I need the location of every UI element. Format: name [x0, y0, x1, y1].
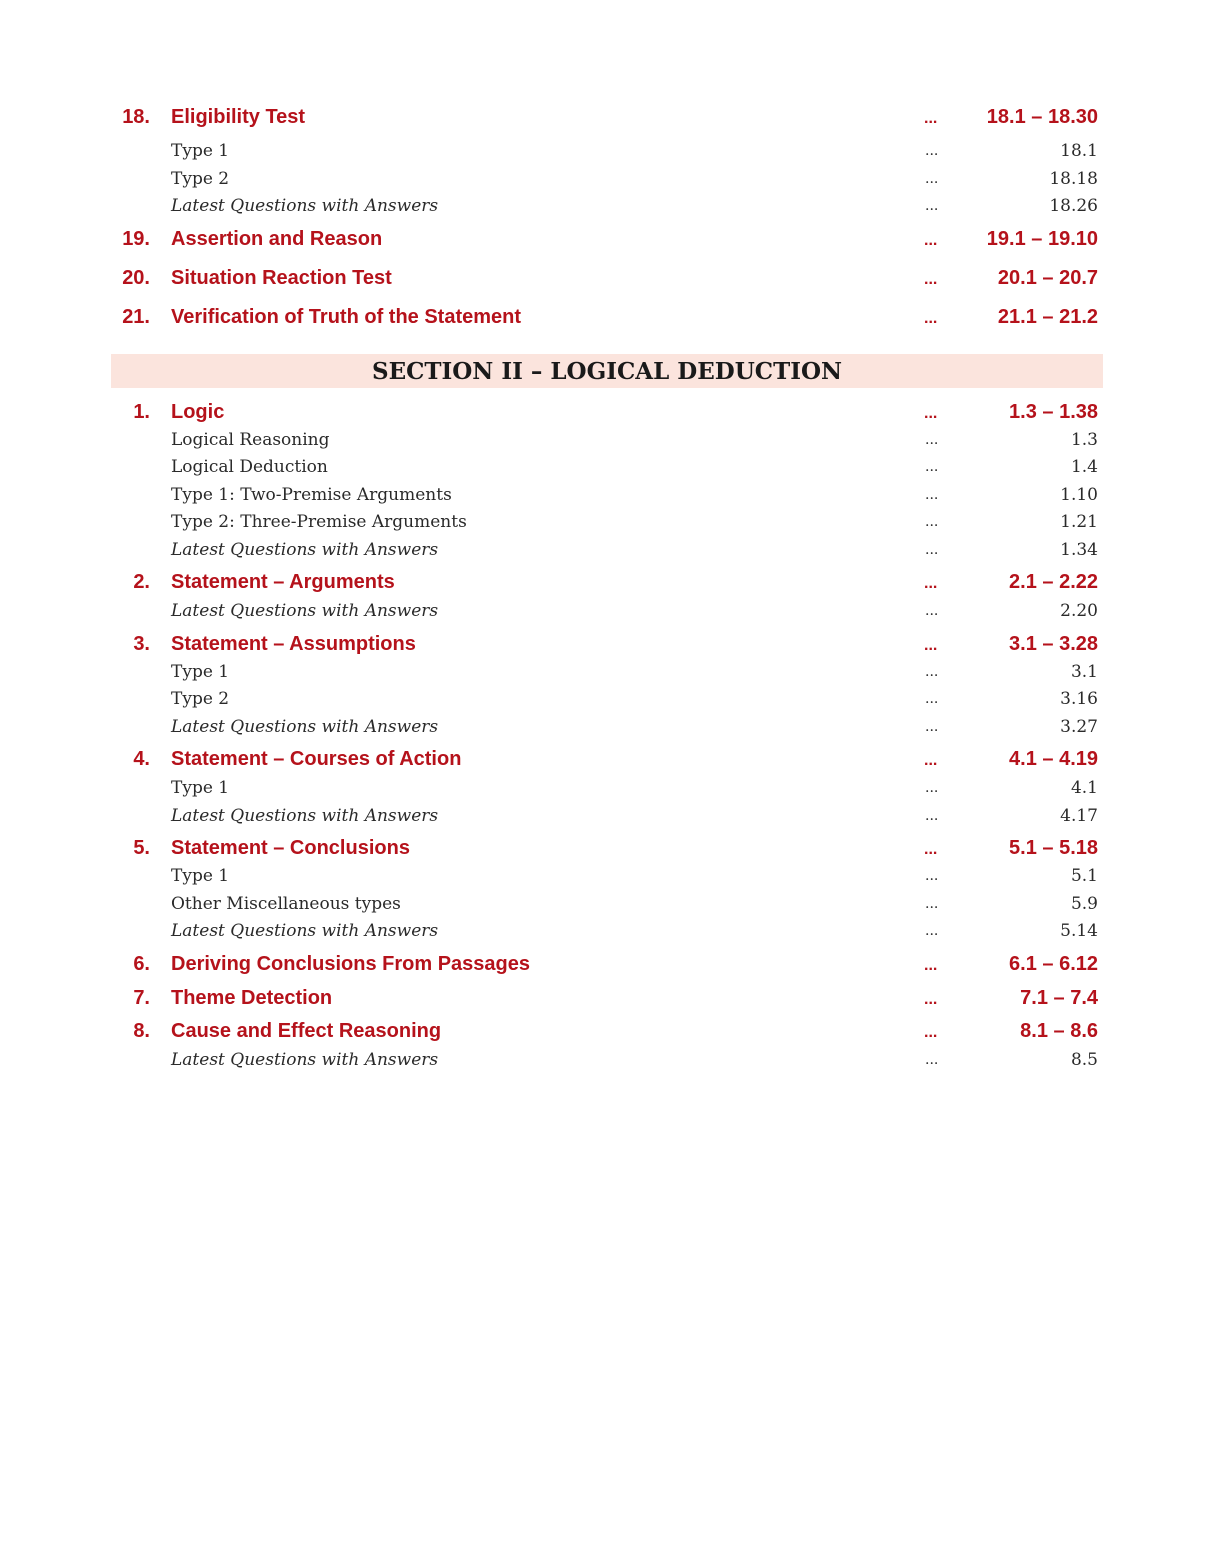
subentry-page: 5.1 — [1070, 866, 1098, 886]
subentry-page: 4.1 — [1070, 778, 1098, 798]
toc-subentry[interactable] — [0, 778, 1214, 806]
toc-subentry[interactable] — [0, 485, 1214, 513]
subentry-page: 3.27 — [1060, 717, 1098, 737]
chapter-title: Statement – Arguments — [171, 571, 395, 593]
chapter-number: 7. — [133, 987, 150, 1009]
leader-dots: ... — [925, 719, 939, 735]
chapter-page-range: 18.1 – 18.30 — [986, 106, 1098, 128]
toc-chapter-3[interactable] — [0, 633, 1214, 661]
subentry-page: 1.3 — [1070, 430, 1098, 450]
subentry-page: 18.1 — [1060, 141, 1098, 161]
chapter-number: 1. — [133, 401, 150, 423]
leader-dots: ... — [924, 957, 938, 974]
toc-subentry[interactable] — [0, 512, 1214, 540]
toc-chapter-8[interactable] — [0, 1020, 1214, 1048]
leader-dots: ... — [924, 405, 938, 422]
leader-dots: ... — [925, 171, 939, 187]
chapter-title: Statement – Courses of Action — [171, 748, 462, 770]
chapter-page-range: 4.1 – 4.19 — [1009, 748, 1098, 770]
subentry-label: Latest Questions with Answers — [171, 717, 439, 737]
subentry-page: 3.1 — [1070, 662, 1098, 682]
toc-subentry[interactable] — [0, 430, 1214, 458]
subentry-label: Type 1 — [171, 141, 230, 161]
leader-dots: ... — [925, 143, 939, 159]
chapter-number: 21. — [122, 306, 150, 328]
subentry-page: 18.18 — [1049, 169, 1098, 189]
subentry-page: 1.34 — [1060, 540, 1098, 560]
toc-chapter-7[interactable] — [0, 987, 1214, 1015]
chapter-page-range: 2.1 – 2.22 — [1009, 571, 1098, 593]
subentry-label: Latest Questions with Answers — [171, 540, 439, 560]
toc-subentry[interactable] — [0, 1050, 1214, 1078]
subentry-label: Type 2 — [171, 689, 230, 709]
subentry-page: 1.4 — [1070, 457, 1098, 477]
leader-dots: ... — [925, 542, 939, 558]
subentry-page: 5.14 — [1060, 921, 1098, 941]
toc-subentry[interactable] — [0, 196, 1214, 224]
chapter-title: Cause and Effect Reasoning — [171, 1020, 442, 1042]
chapter-number: 20. — [122, 267, 150, 289]
chapter-number: 5. — [133, 837, 150, 859]
chapter-page-range: 19.1 – 19.10 — [986, 228, 1098, 250]
subentry-label: Type 1: Two-Premise Arguments — [171, 485, 452, 505]
chapter-number: 18. — [122, 106, 150, 128]
subentry-page: 4.17 — [1060, 806, 1098, 826]
leader-dots: ... — [925, 780, 939, 796]
subentry-label: Latest Questions with Answers — [171, 601, 439, 621]
chapter-page-range: 1.3 – 1.38 — [1009, 401, 1098, 423]
subentry-page: 1.10 — [1060, 485, 1098, 505]
chapter-page-range: 7.1 – 7.4 — [1020, 987, 1098, 1009]
subentry-label: Latest Questions with Answers — [171, 806, 439, 826]
chapter-title: Situation Reaction Test — [171, 267, 392, 289]
subentry-label: Type 2: Three-Premise Arguments — [171, 512, 467, 532]
chapter-number: 8. — [133, 1020, 150, 1042]
toc-chapter-19[interactable] — [0, 228, 1214, 256]
leader-dots: ... — [924, 1024, 938, 1041]
leader-dots: ... — [925, 664, 939, 680]
subentry-page: 3.16 — [1060, 689, 1098, 709]
chapter-title: Logic — [171, 401, 225, 423]
leader-dots: ... — [925, 198, 939, 214]
section-heading-band — [111, 354, 1103, 388]
toc-chapter-21[interactable] — [0, 306, 1214, 334]
leader-dots: ... — [924, 271, 938, 288]
subentry-label: Latest Questions with Answers — [171, 1050, 439, 1070]
subentry-label: Logical Reasoning — [171, 430, 330, 450]
chapter-title: Theme Detection — [171, 987, 333, 1009]
toc-chapter-4[interactable] — [0, 748, 1214, 776]
chapter-title: Eligibility Test — [171, 106, 306, 128]
leader-dots: ... — [924, 310, 938, 327]
leader-dots: ... — [925, 868, 939, 884]
subentry-page: 5.9 — [1070, 894, 1098, 914]
leader-dots: ... — [925, 923, 939, 939]
toc-subentry[interactable] — [0, 141, 1214, 169]
leader-dots: ... — [924, 841, 938, 858]
leader-dots: ... — [925, 432, 939, 448]
subentry-label: Latest Questions with Answers — [171, 921, 439, 941]
subentry-page: 8.5 — [1070, 1050, 1098, 1070]
leader-dots: ... — [925, 603, 939, 619]
leader-dots: ... — [925, 691, 939, 707]
subentry-page: 18.26 — [1049, 196, 1098, 216]
subentry-label: Type 1 — [171, 662, 230, 682]
leader-dots: ... — [925, 1052, 939, 1068]
leader-dots: ... — [925, 514, 939, 530]
toc-subentry[interactable] — [0, 601, 1214, 629]
leader-dots: ... — [925, 459, 939, 475]
leader-dots: ... — [924, 575, 938, 592]
toc-chapter-2[interactable] — [0, 571, 1214, 599]
toc-chapter-20[interactable] — [0, 267, 1214, 295]
toc-subentry[interactable] — [0, 894, 1214, 922]
chapter-number: 6. — [133, 953, 150, 975]
chapter-page-range: 6.1 – 6.12 — [1009, 953, 1098, 975]
chapter-number: 2. — [133, 571, 150, 593]
chapter-title: Verification of Truth of the Statement — [171, 306, 522, 328]
chapter-title: Statement – Conclusions — [171, 837, 410, 859]
subentry-label: Type 2 — [171, 169, 230, 189]
toc-subentry[interactable] — [0, 717, 1214, 745]
toc-subentry[interactable] — [0, 662, 1214, 690]
toc-subentry[interactable] — [0, 169, 1214, 197]
subentry-page: 1.21 — [1060, 512, 1098, 532]
subentry-label: Type 1 — [171, 778, 230, 798]
chapter-title: Statement – Assumptions — [171, 633, 416, 655]
chapter-page-range: 8.1 – 8.6 — [1020, 1020, 1098, 1042]
leader-dots: ... — [925, 808, 939, 824]
leader-dots: ... — [925, 487, 939, 503]
toc-subentry[interactable] — [0, 921, 1214, 949]
toc-chapter-1[interactable] — [0, 401, 1214, 429]
toc-subentry[interactable] — [0, 866, 1214, 894]
leader-dots: ... — [925, 896, 939, 912]
chapter-page-range: 3.1 – 3.28 — [1009, 633, 1098, 655]
chapter-page-range: 21.1 – 21.2 — [997, 306, 1098, 328]
subentry-label: Type 1 — [171, 866, 230, 886]
toc-subentry[interactable] — [0, 689, 1214, 717]
leader-dots: ... — [924, 637, 938, 654]
leader-dots: ... — [924, 110, 938, 127]
chapter-page-range: 20.1 – 20.7 — [997, 267, 1098, 289]
chapter-number: 19. — [122, 228, 150, 250]
chapter-page-range: 5.1 – 5.18 — [1009, 837, 1098, 859]
leader-dots: ... — [924, 752, 938, 769]
leader-dots: ... — [924, 991, 938, 1008]
subentry-page: 2.20 — [1060, 601, 1098, 621]
subentry-label: Latest Questions with Answers — [171, 196, 439, 216]
chapter-title: Deriving Conclusions From Passages — [171, 953, 530, 975]
section-title: SECTION II – LOGICAL DEDUCTION — [371, 358, 843, 385]
toc-chapter-18[interactable] — [0, 106, 1214, 134]
subentry-label: Logical Deduction — [171, 457, 328, 477]
chapter-title: Assertion and Reason — [171, 228, 383, 250]
subentry-label: Other Miscellaneous types — [171, 894, 401, 914]
chapter-number: 4. — [133, 748, 150, 770]
leader-dots: ... — [924, 232, 938, 249]
chapter-number: 3. — [133, 633, 150, 655]
toc-subentry[interactable] — [0, 540, 1214, 568]
toc-chapter-5[interactable] — [0, 837, 1214, 865]
toc-subentry[interactable] — [0, 806, 1214, 834]
toc-subentry[interactable] — [0, 457, 1214, 485]
toc-chapter-6[interactable] — [0, 953, 1214, 981]
